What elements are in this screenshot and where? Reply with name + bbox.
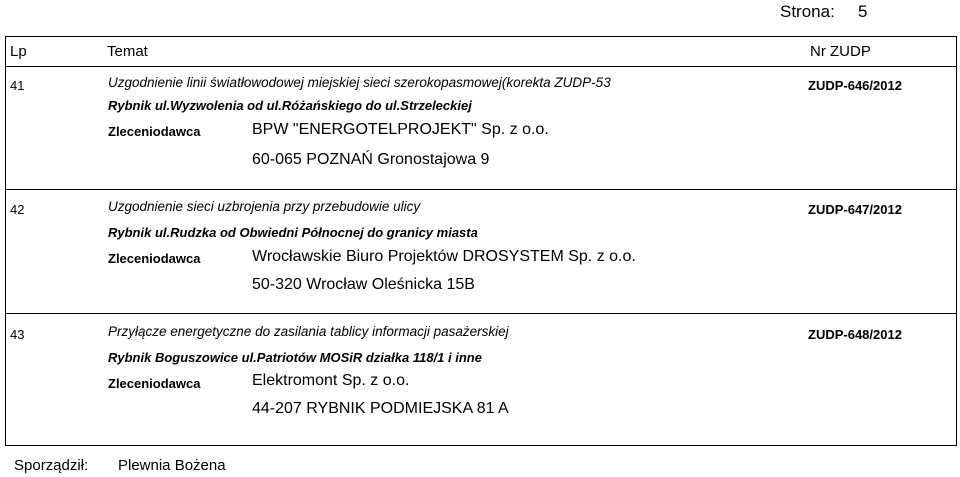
footer-name: Plewnia Bożena (118, 457, 226, 474)
row-street: Rybnik ul.Rudzka od Obwiedni Północnej do granicy miasta (108, 225, 478, 240)
row-topic: Uzgodnienie linii światłowodowej miejskiej sieci szerokopasmowej(korekta ZUDP-53 (108, 75, 611, 90)
row-nr: ZUDP-646/2012 (808, 78, 902, 93)
client-address: 50-320 Wrocław Oleśnicka 15B (252, 276, 475, 293)
row-lp: 43 (10, 327, 25, 342)
client-label: Zleceniodawca (108, 376, 201, 391)
header-temat: Temat (107, 43, 148, 60)
row-nr: ZUDP-648/2012 (808, 327, 902, 342)
client-name: Elektromont Sp. z o.o. (252, 372, 410, 389)
client-name: BPW "ENERGOTELPROJEKT" Sp. z o.o. (252, 121, 549, 138)
header-nr: Nr ZUDP (810, 43, 871, 60)
client-label: Zleceniodawca (108, 251, 201, 266)
header-divider (5, 66, 957, 67)
row-divider (5, 189, 957, 190)
client-address: 44-207 RYBNIK PODMIEJSKA 81 A (252, 400, 509, 417)
row-street: Rybnik Boguszowice ul.Patriotów MOSiR działka 118/1 i inne (108, 350, 482, 365)
client-name: Wrocławskie Biuro Projektów DROSYSTEM Sp. z o.o. (252, 248, 636, 265)
row-street: Rybnik ul.Wyzwolenia od ul.Różańskiego do ul.Strzeleckiej (108, 98, 472, 113)
page-label: Strona: (780, 2, 835, 21)
client-address: 60-065 POZNAŃ Gronostajowa 9 (252, 151, 490, 168)
page-number: 5 (858, 2, 868, 21)
header-lp: Lp (10, 43, 27, 60)
row-divider (5, 313, 957, 314)
row-lp: 41 (10, 78, 25, 93)
row-topic: Uzgodnienie sieci uzbrojenia przy przebudowie ulicy (108, 199, 421, 214)
row-lp: 42 (10, 202, 25, 217)
row-topic: Przyłącze energetyczne do zasilania tablicy informacji pasażerskiej (108, 324, 509, 339)
client-label: Zleceniodawca (108, 124, 201, 139)
row-nr: ZUDP-647/2012 (808, 202, 902, 217)
footer-label: Sporządził: (14, 457, 89, 474)
